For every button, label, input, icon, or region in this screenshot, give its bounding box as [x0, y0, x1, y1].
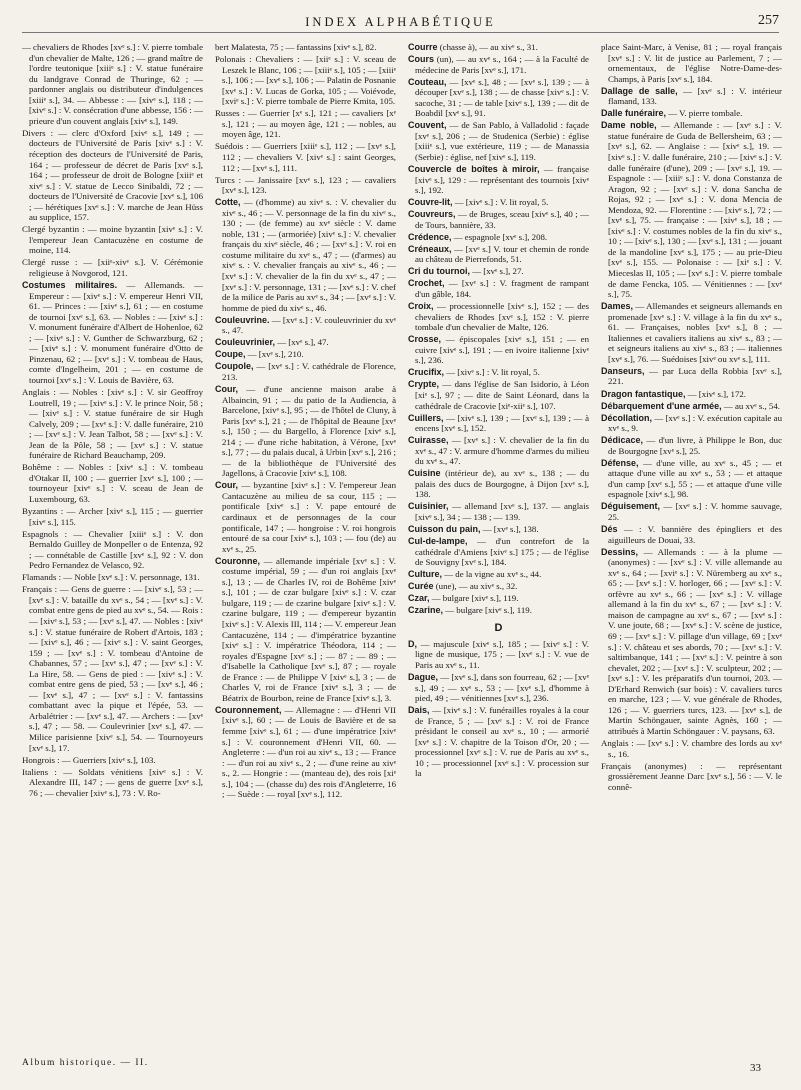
index-column-3 — [408, 42, 589, 1032]
index-entry-text: (chasse à), — au xivᵉ s., 31. — [437, 42, 538, 52]
index-entry — [22, 506, 203, 527]
index-entry-text: (un), — au xvᵉ s., 164 ; — à la Faculté de médecine de Paris [xvᵉ s.], 171. — [415, 54, 589, 75]
index-entry-text: — [xivᵉ s.] : V. lit royal, 5. — [444, 367, 540, 378]
index-entry — [22, 257, 203, 278]
index-term: Crochet, — [408, 278, 445, 289]
index-entry — [408, 605, 589, 616]
index-entry-text: — [xvᵉ s.] V. tour et chemin de ronde au château de Pierrefonds, 51. — [415, 243, 589, 265]
index-term: Cul-de-lampe, — [408, 536, 468, 547]
index-entry-text: — par Luca della Robbia [xvᵉ s.], 221. — [608, 365, 782, 387]
index-entry — [601, 547, 782, 737]
index-entry-text: — [xvᵉ s.] : V. chevalier de la fin du xvᵉ s., 47 : V. armure d'homme d'armes du milieu du xvᵉ s., 47. — [415, 435, 589, 467]
index-entry — [215, 42, 396, 53]
index-entry — [215, 705, 396, 800]
index-entry — [408, 468, 589, 500]
index-entry — [601, 435, 782, 456]
index-entry-text: Anglais : — [xvᵉ s.] : V. chambre des lords au xvᵉ s., 16. — [601, 738, 782, 759]
index-entry-text: — [xvᵉ s.] : V. fragment de rampant d'un gâble, 184. — [415, 278, 589, 300]
index-entry — [22, 572, 203, 583]
index-entry-text: — Allemandes et seigneurs allemands en promenade [xvᵉ s.] : V. village à la fin du xvᵉ s., 61. — Françaises, nobles [xvᵉ s.], 8 ; — Italiennes et cavaliers italiens au xivᵉ s., 83 ; — et seigneurs italiens au xivᵉ s., 83 ; — italiennes [xvᵉ s.], 76. — Suédoises [xivᵉ ou xvᵉ s.], 111. — [608, 301, 782, 364]
index-term: Couvre-lit, — [408, 197, 453, 208]
index-entry-text: Russes : — Guerrier [xᵉ s.], 121 ; — cavaliers [xᵉ s.], 121 ; — au moyen âge, 121 ; — nobles, au moyen âge, 121. — [215, 108, 396, 140]
index-term: Couronnement, — [215, 704, 282, 715]
index-term: Cuirasse, — [408, 435, 449, 446]
index-term: Cour, — [215, 480, 239, 491]
index-column-1 — [22, 42, 203, 1032]
index-term: D, — [408, 638, 417, 649]
index-entry-text: — [xivᵉ s.], 139 ; — [xvᵉ s.], 139 ; — à encens [xvᵉ s.], 152. — [415, 412, 589, 434]
index-term: Dalle funéraire, — [601, 108, 667, 119]
index-term: Créneaux, — [408, 243, 452, 254]
index-entry — [408, 77, 589, 119]
index-term: Czarine, — [408, 605, 444, 616]
index-entry — [408, 42, 589, 53]
index-entry — [408, 501, 589, 522]
index-term: Cotte, — [215, 197, 241, 208]
index-entry-text: Suédois : — Guerriers [xiiiᵉ s.], 112 ; — [xvᵉ s.], 112 ; — chevaliers V. [xivᵉ s.] : saint Georges, 112 ; — [xvᵉ s.], 111. — [215, 141, 396, 173]
index-entry-text: — : V. bannière des épingliers et des aiguilleurs de Douai, 33. — [608, 524, 782, 545]
index-entry — [215, 480, 396, 554]
index-term: Coupole, — [215, 361, 254, 372]
index-entry-text: — française [xivᵉ s.], 129 : — représentant des tournois [xivᵉ s.], 192. — [415, 164, 589, 196]
index-term: Dallage de salle, — [601, 85, 678, 96]
index-columns — [22, 42, 782, 1032]
index-entry — [408, 301, 589, 333]
index-entry-text: — épiscopales [xivᵉ s.], 151 ; — en cuivre [xivᵉ s.], 191 ; — en ivoire italienne [xivᵉ s.], 236. — [415, 334, 589, 366]
index-term: Cuisinier, — [408, 501, 449, 512]
index-term: Cour, — [215, 383, 239, 394]
index-entry-text: — de Bruges, sceau [xivᵉ s.], 40 ; — de Tours, bannière, 33. — [415, 209, 589, 230]
index-entry — [601, 120, 782, 299]
index-entry — [215, 556, 396, 704]
index-term: Couvreurs, — [408, 209, 456, 220]
index-entry-text: Flamands : — Noble [xvᵉ s.] : V. personnage, 131. — [22, 572, 200, 583]
index-term: Crucifix, — [408, 367, 445, 378]
index-entry — [22, 529, 203, 571]
index-entry-text: Français : — Gens de guerre : — [xivᵉ s.], 53 ; — [xvᵉ s.] : V. bataille du xvᵉ s., 54 ; — [xvᵉ s.] : V. combat entre gens de pied au xvᵉ s., 54. — Rois : — [xivᵉ s.], 53 ; — [xvᵉ s.], 47. — Nobles : [xivᵉ s.] : V. statue funéraire de Robert d'Artois, 183 ; — [xivᵉ s.], 46 ; — [xivᵉ s.] : V. saint Georges, 159 ; — [xvᵉ s.] : V. tombeau d'Antoine de Chabannes, 57 ; — [xvᵉ s.], 47 ; — [xvᵉ s.] : V. La Hire, 58. — Gens de pied : — [xivᵉ s.] : V. combat entre gens de pied, 53 ; — [xvᵉ s.], 46 ; — [xvᵉ s.], 47 ; — [xvᵉ s.] : V. fantassins combattant avec la pique et l'épée, 53. — Arbalétrier : — [xvᵉ s.], 47. — Archers : — [xvᵉ s.], 47 ; — 58. — Coulevrinier [xvᵉ s.], 47. — Milice parisienne [xivᵉ s.], 54. — Tournoyeurs [xvᵉ s.], 17. — [22, 584, 203, 753]
index-entry — [22, 128, 203, 223]
page-number: 257 — [758, 13, 779, 28]
index-entry — [408, 524, 589, 535]
index-entry-text: — [xivᵉ s.], 172. — [685, 388, 747, 399]
index-entry — [601, 501, 782, 522]
index-entry — [601, 458, 782, 500]
index-entry-text: — Allemagne : — d'Henri VII [xivᵉ s.], 60 ; — de Louis de Bavière et de sa femme [xivᵉ s.], 61 ; — d'une impératrice [xivᵉ s.] : V. couronnement d'Henri VII, 60. — Angleterre : — d'un roi au xivᵉ s., 13 ; — France : — d'un roi au xivᵉ s., 2 ; — d'une reine au xivᵉ s., 2. — Hongrie : — (manteau de), des rois [xiᵉ s.], 104 ; — (chasse du) des rois d'Angleterre, 16 ; — Suède : — royal [xvᵉ s.], 112. — [222, 704, 396, 800]
index-entry — [215, 315, 396, 336]
index-term: Crédence, — [408, 231, 452, 242]
index-entry-text: Français (anonymes) : — représentant grossièrement Jeanne Darc [xvᵉ s.], 56 : — V. le connê- — [601, 760, 782, 792]
index-entry-text: — [xvᵉ s.] : V. intérieur flamand, 133. — [608, 85, 782, 107]
index-entry — [22, 387, 203, 461]
index-entry-text: — byzantine [xivᵉ s.] : V. l'empereur Jean Cantacuzène au milieu de sa cour, 115 ; — pontificale [xivᵉ s.] : V. pape entouré de cardinaux et de personnages de la cour pontificale, 147 ; — hongroise : V. roi hongrois entouré de sa cour [xivᵉ s.], 103 ; — fou (de) au xvᵉ s., 25. — [222, 480, 396, 554]
index-entry-text: Clergé byzantin : — moine byzantin [xivᵉ s.] : V. l'empereur Jean Cantacuzène en costume de moine, 114. — [22, 224, 203, 256]
index-term: Dame noble, — [601, 120, 657, 131]
index-term: Dés — [601, 524, 618, 535]
index-entry-text: — [xvᵉ s.] : V. couleuvrinier du xvᵉ s., 47. — [222, 314, 396, 336]
index-term: Dessins, — [601, 546, 639, 557]
index-entry-text: Divers : — clerc d'Oxford [xivᵉ s.], 149 ; — docteurs de l'Université de Paris [xivᵉ s.] : V. réception des docteurs de l'Université de Paris, 164 ; — professeur de décret de Paris [xvᵉ s.], 164 ; — professeur de droit de Bologne [xiiiᵉ et xivᵉ s.] : V. statue de Lecco Sinibaldi, 72 ; — docteurs de l'Université de Cracovie [xvᵉ s.], 106 ; — hérétiques [xvᵉ s.] : V. marche de Jean Hüss au supplice, 157. — [22, 127, 203, 223]
index-entry-text: — [xivᵉ s.] : V. funérailles royales à la cour de France, 5 ; — [xvᵉ s.] : V. roi de France présidant le conseil au xvᵉ s., 10 ; — armorié [xvᵉ s.] : V. chapitre de la Toison d'Or, 20 ; — processionnel [xvᵉ s.] : V. rue de Paris au xvᵉ s., 10 ; — processionnel [xvᵉ s.] : V. procession sur la — [415, 705, 589, 779]
running-header — [0, 12, 801, 32]
index-entry — [408, 120, 589, 162]
index-entry-text: Bohême : — Nobles : [xivᵉ s.] : V. tombeau d'Otakar II, 100 ; — guerrier [xvᵉ s.], 100 ; — tournoyeur [xivᵉ s.] : V. sceau de Jean de Luxembourg, 63. — [22, 462, 203, 504]
index-term: Curée — [408, 581, 434, 592]
index-entry-text: place Saint-Marc, à Venise, 81 ; — royal français [xvᵉ s.] : V. lit de justice au Parlement, 7 ; — ornementaux, de l'église Notre-Dame-des-Champs, à Paris [xvᵉ s.], 184. — [601, 42, 782, 84]
index-term: Coupe, — [215, 349, 246, 360]
index-entry — [408, 581, 589, 592]
index-entry-text: — au xvᵉ s., 54. — [721, 400, 780, 411]
index-entry — [408, 334, 589, 366]
index-term: Déguisement, — [601, 501, 661, 512]
index-entry-text: — processionnelle [xivᵉ s.], 152 ; — des chevaliers de Rhodes [xvᵉ s.], 152 : V. pierre tombale d'un chevalier de Malte, 126. — [415, 301, 589, 333]
page-title: INDEX ALPHABÉTIQUE — [305, 15, 496, 29]
index-entry-text: — [xvᵉ s.], 27. — [470, 266, 524, 277]
index-entry-text: Italiens : — Soldats vénitiens [xivᵉ s.] : V. Alexandre III, 147 ; — gens de guerre [xvᵉ s.], 76 ; — chevalier [xivᵉ s.], 73 : V. Ro- — [22, 766, 203, 798]
index-term: Couleuvrinier, — [215, 337, 276, 348]
index-column-2 — [215, 42, 396, 1032]
index-entry — [408, 413, 589, 434]
index-entry-text: Clergé russe : — [xiiᵉ-xivᵉ s.]. V. Cérémonie religieuse à Novgorod, 121. — [22, 257, 203, 278]
index-entry-text: — Allemands. — Empereur : — [xivᵉ s.] : V. empereur Henri VII, 61. — Princes : — [xivᵉ s.], 61 ; — en costume de tournoi [xvᵉ s.], 63. — Nobles : — [xivᵉ s.] : V. monument funéraire d'Albert de Hohenloe, 62 ; — [xivᵉ s.] : V. Gunther de Schwarzburg, 62 ; — [xivᵉ s.] : V. monument funéraire d'Otto de Pinzenau, 62 ; — [xvᵉ s.] : V. tombeau de Haus, comte d'Ingelheim, 201 ; — en costume de tournoi [xvᵉ s.] : V. Louis de Bavière, 63. — [29, 280, 203, 385]
index-entry — [215, 54, 396, 107]
index-entry — [215, 337, 396, 348]
index-entry — [408, 54, 589, 75]
index-term: Crosse, — [408, 334, 442, 345]
index-entry-text: — d'un livre, à Philippe le Bon, duc de Bourgogne [xvᵉ s.], 25. — [608, 435, 782, 456]
index-term: Couteau, — [408, 76, 447, 87]
index-entry-text: — [xvᵉ s.], 48 ; — [xvᵉ s.], 139 ; — à découper [xvᵉ s.], 138 ; — de chasse [xivᵉ s.] : V. sacoche, 31 ; — de table [xivᵉ s.], 139 ; — dit de Boabdil [xvᵉ s.], 91. — [415, 76, 589, 119]
index-entry — [215, 108, 396, 140]
index-entry-text: — chevaliers de Rhodes [xvᵉ s.] : V. pierre tombale d'un chevalier de Malte, 126 ; — grand maître de l'ordre teutonique [xiiiᵉ s.] : V. statue funéraire du landgrave Conrad de Thuringe, 62 ; — pardonner anglais ou distributeur d'indulgences [xiiiᵉ s.], 34. — Abbesse : — [xivᵉ s.], 118 ; — [xivᵉ s.] : V. consécration d'une abbesse, 156 : — prieure d'un couvent anglais [xivᵉ s.], 149. — [22, 42, 203, 126]
index-entry-text: — d'un contrefort de la cathédrale d'Amiens [xivᵉ s.] 175 ; — de l'église de Souvigny [xvᵉ s.], 184. — [415, 536, 589, 568]
index-entry-text: Polonais : Chevaliers : — [xiiᵉ s.] : V. sceau de Leszek le Blanc, 106 ; — [xiiiᵉ s.], 105 ; — [xiiiᵉ s.], 106 ; — [xvᵉ s.], 106 ; — Palatin de Posnanie [xvᵉ s.] : V. Lucas de Gorka, 105 ; — Voiévode, [xviᵉ s.] : V. pierre tombale de Pierre Kmita, 105. — [215, 54, 396, 107]
index-entry — [408, 232, 589, 243]
index-entry — [408, 639, 589, 671]
index-entry-text: — allemande impériale [xvᵉ s.] : V. costume impérial, 59 ; — d'un roi anglais [xvᵉ s.], 13 ; — de Charles IV, roi de Bohême [xivᵉ s.], 101 ; — de czar bulgare [xivᵉ s.] : V. czar bulgare, 119 ; — de czarine bulgare [xivᵉ s.] : V. czarine bulgare, 119 ; — d'empereur byzantin [xivᵉ s.] : V. Alexis III, 114 ; — V. empereur Jean Cantacuzène, 114 ; — d'impératrice byzantine [xivᵉ s.] : V. impératrice Théodora, 114 ; — royales d'Espagne [xvᵉ s.] ; — 87 ; — 89 ; — d'Isabelle la Catholique [xvᵉ s.], 87 ; — royale de France : — de Philippe V [xivᵉ s.], 3 ; — de Charles V, roi de France [xivᵉ s.], 3 ; — de Béatrix de Bourbon, reine de France [xivᵉ s.], 3. — [222, 555, 396, 703]
index-entry-text: Espagnols : — Chevalier [xiiiᵉ s.] : V. don Bernaldo Guilley de Monpeller o de Entenza, 92 ; — connétable de Castille [xvᵉ s.], 92 : V. don Pedro Fernandez de Velasco, 92. — [22, 528, 203, 571]
index-column-4 — [601, 42, 782, 1032]
index-term: Dague, — [408, 672, 439, 683]
signature-mark: 33 — [750, 1062, 761, 1074]
index-entry — [22, 42, 203, 126]
index-entry-text: — (d'homme) au xivᵉ s. : V. chevalier du xivᵉ s., 46 ; — V. personnage de la fin du xivᵉ s., 130 ; — (de femme) au xvᵉ siècle : V. dame noble, 131 ; — (armoriée) [xivᵉ s.] : V. chevalier français du xivᵉ siècle, 46 ; — [xvᵉ s.] : V. roi en costume militaire du xvᵉ s., 47 ; — (d'armes) au xivᵉ s. : V. chevalier français au xivᵉ s., 46 ; — [xvᵉ s.] : V. chevalier de la fin du xvᵉ s., 47 ; — [xvᵉ s.] : V. personnage, 131 ; — [xvᵉ s.] : V. chef de la milice de Paris au xvᵉ s., 34 ; — [xvᵉ s.] : V. homme de pied du xivᵉ s., 46. — [222, 197, 396, 313]
index-entry — [215, 175, 396, 196]
index-entry-text: — [xvᵉ s.] : V. cathédrale de Florence, 213. — [222, 361, 396, 382]
index-entry — [408, 266, 589, 277]
index-entry — [408, 197, 589, 208]
index-entry — [408, 209, 589, 230]
index-entry — [408, 536, 589, 568]
index-entry — [601, 389, 782, 400]
index-term: Couvercle de boîtes à miroir, — [408, 164, 540, 175]
index-entry — [408, 435, 589, 467]
index-entry — [22, 584, 203, 753]
index-entry — [408, 705, 589, 779]
index-entry-text: Byzantins : — Archer [xivᵉ s.], 115 ; — guerrier [xivᵉ s.], 115. — [22, 506, 203, 527]
index-entry — [22, 755, 203, 766]
index-term: Danseurs, — [601, 365, 645, 376]
index-entry — [215, 384, 396, 479]
index-term: Costumes militaires. — [22, 280, 118, 291]
index-entry — [408, 278, 589, 299]
index-entry-text: — majuscule [xivᵉ s.], 185 ; — [xivᵉ s.] : V. ligne de musique, 175 ; — [xvᵉ s.] : V. vue de Paris au xvᵉ s., 11. — [415, 638, 589, 670]
index-entry — [601, 524, 782, 545]
index-entry — [601, 108, 782, 119]
index-entry — [601, 301, 782, 364]
index-entry — [408, 379, 589, 411]
index-entry — [215, 141, 396, 173]
index-entry — [215, 197, 396, 313]
index-entry-text: — [xvᵉ s.], 138. — [480, 524, 539, 535]
index-entry — [601, 401, 782, 412]
index-entry — [601, 42, 782, 84]
index-entry-text: — [xvᵉ s.] : V. homme sauvage, 25. — [608, 501, 782, 523]
index-entry — [22, 767, 203, 799]
index-entry — [408, 593, 589, 604]
index-entry-text: Turcs : — Janissaire [xvᵉ s.], 123 ; — cavaliers [xvᵉ s.], 123. — [215, 174, 396, 196]
index-entry-text: — de la vigne au xvᵉ s., 44. — [442, 569, 542, 580]
index-entry — [22, 462, 203, 504]
index-entry-text: — [xvᵉ s.], 47. — [275, 337, 329, 348]
index-term: Dames, — [601, 301, 634, 312]
index-entry — [408, 569, 589, 580]
index-entry-text: (une), — au xivᵉ s., 32. — [433, 581, 518, 592]
index-entry — [601, 86, 782, 107]
index-term: Couronne, — [215, 555, 260, 566]
index-entry-text: — Allemands : — à la plume — (anonymes) : — [xvᵉ s.] : V. ville allemande au xvᵉ s., 64 ; — [xviᵉ s.] : V. Nüremberg au xvᵉ s., 65 ; — [xvᵉ s.] : V. horloger, 66 ; — [xvᵉ s.] : V. orfèvre au xvᵉ s., 66 ; — [xvᵉ s.] : V. village allemand à la fin du xvᵉ s., 67 ; — [xvᵉ s.] : V. maison de campagne au xvᵉ s., 67 ; — [xvᵉ s.] : V. une joute, 68 ; — [xvᵉ s.] : V. scène de justice, 69 ; — [xvᵉ s.] : V. pillage d'un village, 69 ; [xvᵉ s.] : V. château et ses abords, 70 ; — [xvᵉ s.] : V. saltimbanque, 141 ; — [xvᵉ s.] : V. peintre à son chevalet, 202 ; — [xvᵉ s.] : V. sculpteur, 202 ; — [xvᵉ s.] : V. les préparatifs d'un tournoi, 203. — D'Erhard Renwich (sur bois) : V. cavaliers turcs en marche, 123 ; — V. vue générale de Rhodes, 126 ; — V. guerriers turcs, 123. — [xvᵉ s.], de Martin Schöngauer, sainte Agnès, 160 ; — attribués à Martin Schöngauer : V. paysans, 63. — [608, 546, 782, 736]
index-term: Culture, — [408, 569, 443, 580]
index-entry-text: (intérieur de), au xvᵉ s., 138 ; — du palais des ducs de Bourgogne, à Dijon [xvᵉ s.], 138. — [415, 468, 589, 500]
footer-label: Album historique. — II. — [22, 1058, 149, 1068]
index-term: Cuisine — [408, 468, 441, 479]
index-term: Cours — [408, 54, 435, 65]
index-term: Couvent, — [408, 120, 447, 131]
index-entry-text: — bulgare [xivᵉ s.], 119. — [443, 605, 532, 616]
index-term: Dais, — [408, 705, 430, 716]
index-entry-text: — bulgare [xivᵉ s.], 119. — [429, 593, 519, 604]
index-entry-text: — d'une ancienne maison arabe à Albaincin, 91 ; — du patio de la Audiencia, à Barcelone, [xivᵉ s.], 95 ; — de l'hôtel de Cluny, à Paris [xvᵉ s.], 21 ; — de l'hôpital de Beaune [xvᵉ s.], 150 ; — du Bargello, à Florence [xivᵉ s.], 214 ; — d'une riche habitation, à Vérone, [xvᵉ s.], 77 ; — du palais ducal, à Urbin [xvᵉ s.], 216 ; — de la bibliothèque de l'Université des Jagellons, à Cracovie [xivᵉ s.], 108. — [222, 383, 396, 479]
index-entry-text: — Allemande : — [xvᵉ s.] : V. statue funéraire de Guda de Bellersheim, 63 ; — [xvᵉ s.], 62. — Anglaise : — [xivᵉ s.], 19. — [xivᵉ s.] : V. dalle funéraire, 210 ; — [xivᵉ s.] : V. dalle funéraire (d'une), 209 ; — [xvᵉ s.], 19. — Espagnole : — [xiiiᵉ s.] : V. dona Constanza de Aragon, 92 ; — [xvᵉ s.] : V. dona Sancha de Rojas, 92 ; — [xvᵉ s.] : V. dona Mencia de Mendoza, 92. — Florentine : — [xivᵉ s.], 72 ; — [xvᵉ s.], 75. — française : — [xivᵉ s.], 18 ; — [xivᵉ s.] : V. costumes nobles de la fin du xivᵉ s., 10 ; — [xivᵉ s.], 130 ; — [xvᵉ s.], 131 ; — jouant de la mandoline [xvᵉ s.], 175 ; — au prie-Dieu [xvᵉ s.], 155. — Polonaise : — [xiᵉ s.] : V. Mieceslas II, 105 ; — [xvᵉ s.] : V. pierre tombale de dame Fencka, 105. — Vénitiennes : — [xvᵉ s.], 75. — [608, 120, 782, 300]
index-term: Couleuvrine. — [215, 314, 270, 325]
header-rule — [22, 32, 779, 33]
index-entry — [215, 361, 396, 382]
index-entry-text: Hongrois : — Guerriers [xivᵉ s.], 103. — [22, 754, 156, 765]
index-entry — [601, 366, 782, 387]
index-entry-text: — [xvᵉ s.], 210. — [245, 349, 304, 360]
index-term: Défense, — [601, 457, 639, 468]
index-entry — [601, 413, 782, 434]
index-term: Cri du tournoi, — [408, 266, 470, 277]
index-entry — [408, 672, 589, 704]
index-term: Crypte, — [408, 379, 440, 390]
index-entry-text: — V. pierre tombale. — [666, 108, 743, 119]
section-letter: D — [494, 621, 503, 634]
index-entry-text: Anglais : — Nobles : [xivᵉ s.] : V. sir Geoffroy Loutrell, 19 ; — [xivᵉ s.] : V. le prince Noir, 58 ; — [xivᵉ s.] : V. statue funéraire de sir Hugh Calvely, 209 ; — [xvᵉ s.] : V. dalle funéraire, 210 ; — [xvᵉ s.] : V. Jean Talbot, 58 ; — [xvᵉ s.] : V. Jean de la Pôle, 58 ; — [xvᵉ s.] : V. statue funéraire de Richard Beauchamp, 209. — [22, 387, 203, 461]
index-term: Débarquement d'une armée, — [601, 400, 722, 411]
index-entry — [408, 244, 589, 265]
index-entry-text: — espagnole [xvᵉ s.], 208. — [451, 231, 548, 242]
index-entry — [601, 761, 782, 793]
index-entry-text: — de San Pablo, à Valladolid : façade [xvᵉ s.], 206 ; — de Studenica (Serbie) : église [xiiiᵉ s.], vue extérieure, 119 ; — de Manassia (Serbie) : église, nef [xivᵉ s.], 119. — [415, 120, 589, 162]
index-entry-text: — [xvᵉ s.] : V. exécution capitale au xvᵉ s., 9. — [608, 412, 782, 434]
index-entry-text: — [xivᵉ s.] : V. lit royal, 5. — [452, 197, 549, 208]
index-entry-text: — d'une ville, au xvᵉ s., 45 ; — et attaque d'une ville au xvᵉ s., 53 ; — et attaque d'un camp [xvᵉ s.], 55 ; — et attaque d'une ville espagnole [xivᵉ s.], 98. — [608, 457, 782, 500]
index-entry — [22, 224, 203, 256]
index-entry-text: — dans l'église de San Isidorio, à Léon [xiᵉ s.], 97 ; — dite de Saint Léonard, dans la cathédrale de Cracovie [xiᵉ-xiiᵉ s.], 107. — [415, 379, 589, 411]
index-entry — [601, 738, 782, 759]
index-entry — [215, 349, 396, 360]
index-entry-text: bert Malatesta, 75 ; — fantassins [xivᵉ s.], 82. — [215, 42, 377, 52]
index-term: Dédicace, — [601, 435, 644, 446]
index-term: Dragon fantastique, — [601, 388, 686, 399]
index-term: Czar, — [408, 593, 430, 604]
index-term: Courre — [408, 42, 438, 52]
index-term: Croix, — [408, 301, 434, 312]
index-entry — [22, 280, 203, 385]
index-entry-text: — allemand [xvᵉ s.], 137. — anglais [xivᵉ s.], 34 ; — 138 ; — 139. — [415, 501, 589, 522]
index-term: Cuisson du pain, — [408, 524, 481, 535]
index-entry — [408, 164, 589, 196]
index-term: Décollation, — [601, 412, 653, 423]
index-entry — [408, 367, 589, 378]
index-term: Cuillers, — [408, 412, 444, 423]
index-entry-text: — [xvᵉ s.], dans son fourreau, 62 ; — [xvᵉ s.], 49 ; — xvᵉ s., 53 ; — [xvᵉ s.], d'homme à pied, 49 ; — vénitiennes [xvᵉ s.], 236. — [415, 672, 589, 704]
